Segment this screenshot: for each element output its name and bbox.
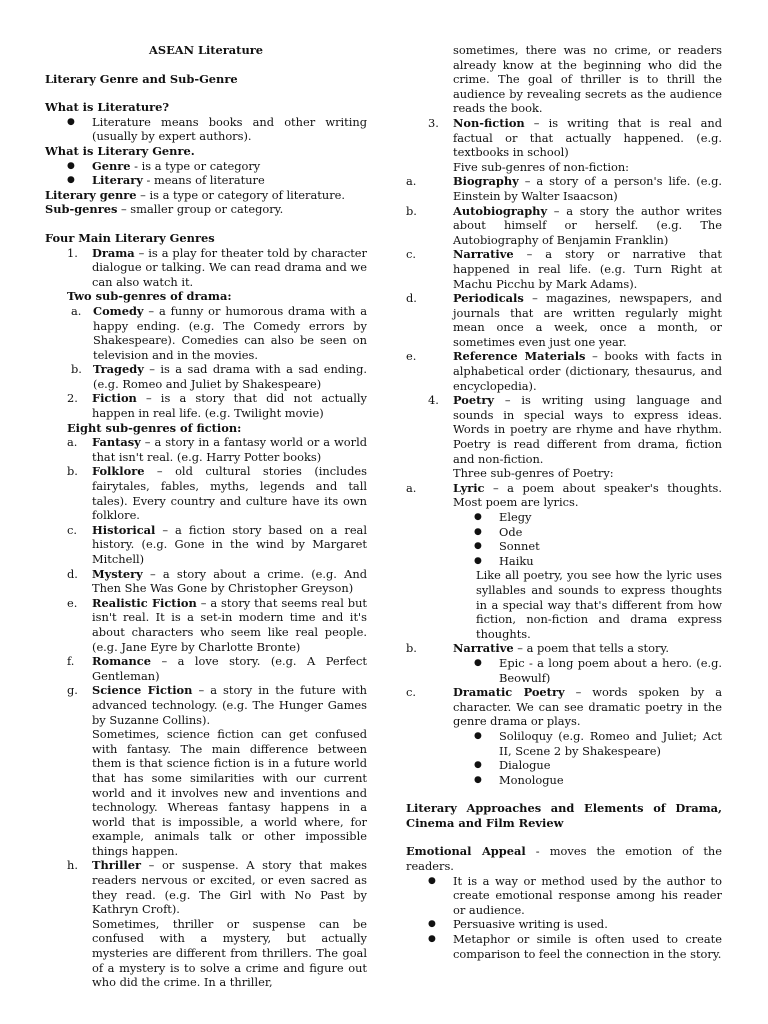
subgenre-item (406, 349, 722, 393)
definition: – a story in a fantasy world or a world that isn't real. (e.g. Harry Potter books) (92, 435, 367, 464)
list-item (406, 874, 722, 918)
list-letter: a. (406, 174, 417, 189)
genre-item (406, 393, 722, 466)
list-item (406, 932, 722, 961)
bullet-icon: ● (474, 555, 482, 566)
list-item-text: Persuasive writing is used. (453, 917, 608, 932)
bullet-icon: ● (474, 526, 482, 537)
definition: – a poem that tells a story. (513, 641, 669, 656)
term: Sub-genres (45, 202, 118, 217)
definition: – is writing that is real and factual or that actually happened. (e.g. textbooks in school) (453, 115, 722, 160)
list-item-text: Metaphor or simile is often used to create comparison to feel the connection in the story. (453, 932, 722, 961)
definition-line (406, 844, 722, 873)
bullet-icon: ● (428, 934, 436, 945)
list-letter: e. (406, 349, 417, 364)
list-item (406, 525, 722, 540)
definition: – books with facts in alphabetical order (dictionary, thesaurus, and encyclopedia). (453, 349, 722, 393)
document-title: ASEAN Literature (149, 43, 263, 57)
subgenre-heading: Eight sub-genres of fiction: (67, 420, 242, 435)
list-letter: e. (67, 595, 78, 610)
subgenre-item (406, 291, 722, 349)
subgenre-item (45, 683, 367, 727)
list-item (406, 758, 722, 773)
list-item-text: Soliloquy (e.g. Romeo and Juliet; Act II, Scene 2 by Shakespeare) (499, 728, 722, 758)
list-item (406, 917, 722, 932)
paragraph: Like all poetry, you see how the lyric uses syllables and sounds to express thoughts in a special way that's different from how fiction, non-fiction and drama express thoughts. (476, 568, 722, 641)
definition: – magazines, newspapers, and journals that are written regularly might mean once a week, once a month, or sometimes even just one year. (453, 291, 722, 349)
list-item (45, 115, 367, 144)
list-number: 3. (428, 115, 439, 130)
list-letter: b. (71, 362, 82, 377)
definition: – or suspense. A story that makes readers nervous or excited, or even sacred as they read. (e.g. The Girl with No Past by Kathryn Croft). (92, 858, 367, 917)
subgenre-item (45, 567, 367, 596)
list-item (406, 773, 722, 788)
definition: – a poem about speaker's thoughts. Most poem are lyrics. (453, 480, 722, 510)
list-letter: f. (67, 654, 75, 669)
subgenre-heading: Five sub-genres of non-fiction: (453, 159, 629, 174)
definition: – is a type or category of literature. (136, 187, 346, 202)
term: Drama (92, 245, 135, 260)
term: Literary (92, 173, 143, 188)
term: Fantasy (92, 435, 141, 450)
definition: – is a story that did not actually happen in real life. (e.g. Twilight movie) (92, 391, 367, 421)
definition: – a love story. (e.g. A Perfect Gentleman) (92, 654, 367, 683)
term: Folklore (92, 464, 145, 479)
term: Periodicals (453, 291, 524, 306)
bullet-icon: ● (67, 175, 75, 186)
bullet-icon: ● (428, 875, 436, 886)
list-item (45, 173, 367, 188)
subgenre-item (406, 685, 722, 729)
subgenre-item (406, 204, 722, 248)
term: Biography (453, 174, 519, 189)
subgenre-heading: Two sub-genres of drama: (67, 289, 232, 304)
list-letter: a. (406, 480, 417, 495)
question-what-is-literature: What is Literature? (45, 100, 170, 115)
list-number: 1. (67, 245, 78, 260)
subgenre-item (45, 304, 367, 362)
list-letter: h. (67, 858, 78, 873)
term: Historical (92, 522, 156, 537)
definition-line (45, 188, 367, 203)
question-what-is-genre: What is Literary Genre. (45, 143, 195, 158)
bullet-icon: ● (67, 160, 75, 171)
subgenre-item (45, 435, 367, 464)
list-item (406, 510, 722, 525)
definition: – a story of a person's life. (e.g. Einstein by Walter Isaacson) (453, 174, 722, 203)
term: Narrative (453, 247, 514, 262)
subgenre-item (406, 174, 722, 203)
term: Science Fiction (92, 683, 193, 698)
term: Tragedy (93, 362, 144, 377)
list-number: 2. (67, 391, 78, 406)
left-column (45, 43, 367, 990)
subgenre-item (45, 654, 367, 683)
bullet-icon: ● (474, 657, 482, 668)
definition: - moves the emotion of the readers. (406, 844, 723, 874)
term: Thriller (92, 858, 141, 873)
list-letter: b. (406, 203, 417, 218)
paragraph: Sometimes, thriller or suspense can be confused with a mystery, but actually mysteries are different from thrillers. The goal of a mystery is to solve a crime and figure out who did the crime. In a thriller, (92, 916, 367, 990)
list-item (406, 554, 722, 569)
section-heading-four-genres: Four Main Literary Genres (45, 230, 215, 245)
bullet-icon: ● (474, 774, 482, 785)
list-letter: c. (406, 685, 417, 700)
definition: – a story in the future with advanced technology. (e.g. The Hunger Games by Suzanne Collins). (92, 683, 367, 727)
subgenre-item (45, 523, 367, 567)
bullet-icon: ● (474, 730, 482, 741)
right-column (406, 43, 722, 961)
list-letter: b. (67, 464, 78, 479)
definition: – words spoken by a character. We can see dramatic poetry in the genre drama or plays. (453, 685, 722, 729)
list-letter: c. (67, 522, 78, 537)
subgenre-item (45, 858, 367, 916)
definition: - means of literature (142, 173, 265, 188)
section-heading-genre: Literary Genre and Sub-Genre (45, 71, 238, 86)
paragraph: Sometimes, science fiction can get confused with fantasy. The main difference between them is that science fiction is in a future world that has some similarities with our current world and it involves new and inventions and technology. Whereas fantasy happens in a world that is impossible, a world where, for example, animals talk or other impossible things happen. (92, 727, 367, 858)
term: Mystery (92, 566, 143, 581)
definition: – is writing using language and sounds in special ways to express ideas. Words in poetry are rhyme and have rhythm. Poetry is read different from drama, fiction and non-fiction. (453, 393, 722, 466)
list-item-text: Literature means books and other writing (usually by expert authors). (92, 114, 367, 144)
definition: – is a play for theater told by character dialogue or talking. We can read drama and we can also watch it. (92, 245, 367, 289)
definition: – a fiction story based on a real history. (e.g. Gone in the wind by Margaret Mitchell) (92, 522, 367, 566)
subgenre-item (45, 362, 367, 391)
term: Genre (92, 158, 131, 173)
term: Non-fiction (453, 115, 525, 130)
list-item-text: Epic - a long poem about a hero. (e.g. Beowulf) (499, 655, 722, 685)
term: Autobiography (453, 203, 548, 218)
term: Narrative (453, 641, 514, 656)
term: Fiction (92, 391, 137, 406)
list-letter: c. (406, 247, 417, 262)
list-letter: a. (71, 303, 82, 318)
term: Realistic Fiction (92, 595, 197, 610)
list-item-text: Haiku (499, 553, 534, 568)
list-letter: b. (406, 641, 417, 656)
subgenre-heading: Three sub-genres of Poetry: (453, 466, 614, 481)
list-item (406, 656, 722, 685)
section-heading-approaches: Literary Approaches and Elements of Drama, Cinema and Film Review (406, 801, 722, 830)
definition: – a story the author writes about himself or herself. (e.g. The Autobiography of Benjamin Franklin) (453, 203, 722, 247)
genre-item (45, 391, 367, 420)
genre-item (406, 116, 722, 160)
bullet-icon: ● (474, 760, 482, 771)
term: Literary genre (45, 187, 137, 202)
term: Emotional Appeal (406, 844, 526, 859)
definition: – a story or narrative that happened in real life. (e.g. Turn Right at Machu Picchu by Mark Adams). (453, 247, 722, 291)
subgenre-item (45, 464, 367, 522)
term: Reference Materials (453, 349, 586, 364)
definition: – a story that seems real but isn't real. It is a set-in modern time and it's about characters who seem like real people. (e.g. Jane Eyre by Charlotte Bronte) (92, 595, 368, 654)
subgenre-item (406, 641, 722, 656)
list-number: 4. (428, 393, 439, 408)
list-letter: d. (67, 566, 78, 581)
list-item-text: Ode (499, 524, 523, 539)
list-item-text: It is a way or method used by the author to create emotional response among his reader or audience. (453, 873, 722, 917)
subgenre-item (406, 247, 722, 291)
subgenre-item (406, 481, 722, 510)
bullet-icon: ● (67, 116, 75, 127)
term: Lyric (453, 480, 485, 495)
term: Dramatic Poetry (453, 685, 565, 700)
bullet-icon: ● (428, 919, 436, 930)
list-item-text: Sonnet (499, 539, 540, 554)
list-item-text: Monologue (499, 772, 564, 787)
definition-line (45, 202, 367, 217)
bullet-icon: ● (474, 541, 482, 552)
list-letter: d. (406, 291, 417, 306)
term: Comedy (93, 303, 144, 318)
list-item (45, 159, 367, 174)
term: Poetry (453, 393, 494, 408)
list-item-text: Dialogue (499, 758, 551, 773)
definition: – is a sad drama with a sad ending. (e.g. Romeo and Juliet by Shakespeare) (93, 362, 367, 391)
subgenre-item (45, 596, 367, 654)
genre-item (45, 246, 367, 290)
list-letter: g. (67, 683, 78, 698)
list-item-text: Elegy (499, 510, 532, 524)
definition: – a story about a crime. (e.g. And Then She Was Gone by Christopher Greyson) (92, 566, 367, 596)
list-item (406, 729, 722, 758)
term: Romance (92, 654, 151, 669)
paragraph-continued: sometimes, there was no crime, or readers already know at the beginning who did the crime. The goal of thriller is to thrill the audience by revealing secrets as the audience reads the book. (453, 43, 722, 116)
definition: – old cultural stories (includes fairytales, fables, myths, legends and tall tales). Every country and culture have its own folklore. (92, 464, 367, 523)
bullet-icon: ● (474, 512, 482, 522)
list-item (406, 539, 722, 554)
list-letter: a. (67, 435, 78, 450)
definition: – a funny or humorous drama with a happy ending. (e.g. The Comedy errors by Shakespeare). Comedies can also be seen on television and in the movies. (93, 303, 367, 362)
definition: – smaller group or category. (117, 202, 284, 217)
definition: - is a type or category (130, 158, 261, 173)
